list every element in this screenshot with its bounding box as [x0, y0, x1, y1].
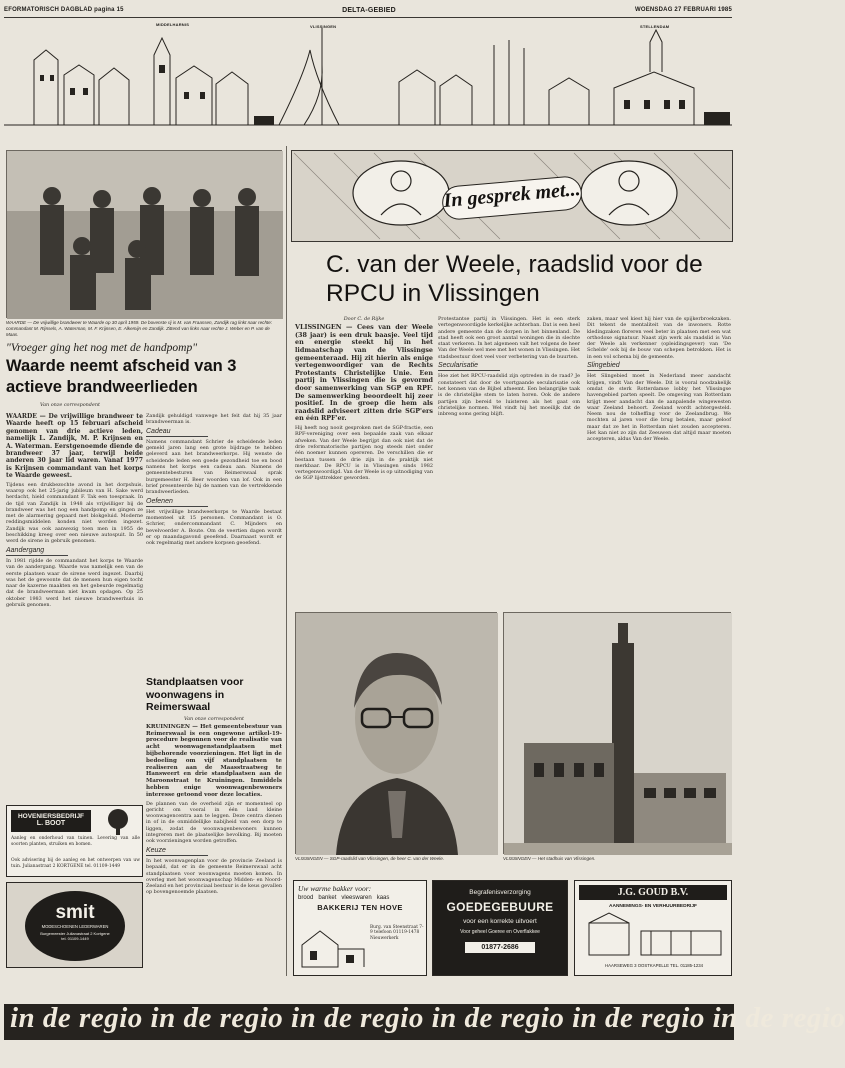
city-hall-caption: VLISSINGEN — Het stadhuis van Vlissingen.: [503, 856, 596, 861]
header-left: EFORMATORISCH DAGBLAD pagina 15: [4, 7, 124, 13]
left-headline: Waarde neemt afscheid van 3 actieve brandweerlieden: [6, 357, 237, 396]
hovenier-logo: [11, 810, 91, 832]
second-lead: KRUININGEN — Het gemeentebestuur van Reimerswaal is een ongewone artikel-19-procedure begonnen voor de realisatie van acht woonwagenstandplaatsen met bijbehorende voorzieningen. Het ligt in de bedoeling om vijf standplaatsen te realiseren aan de Maasstraatweg te Hansweert en drie standplaatsen aan de Maroonstraat te Kruiningen. Inmiddels hebben enige woonwagenbewoners interesse getoond voor deze locaties.: [146, 723, 282, 798]
main-subhead-slingebied: Slingebied: [587, 363, 649, 371]
smit-ad: [6, 882, 143, 968]
city-hall-photo: [503, 612, 731, 854]
region-band: [4, 1002, 845, 1040]
main-col2: [438, 316, 580, 606]
left-sub1-body: In 1981 rijdde de commandant het korps te Waarde van de aandergang. Waarde was namelijk een van de eerste plaatsen waar de sirene werd ingezet. Daarbij was het de gewoonte dat de mensen hun eigen tocht naar de kazerne maakten en het gebeurde regelmatig dat de brandweerman niet kwam opdagen. Op 25 oktober 1983 werd het nieuwe brandweerhuis in gebruik genomen.: [6, 557, 143, 608]
second-body-wrap: [146, 724, 282, 972]
aannemer-address: HAARSEWEG 3 OOSTKAPELLE TEL. 01185-1234: [605, 963, 703, 968]
column-divider: [286, 146, 287, 976]
aannemer-sub: AANNEMINGS- EN VERHUURBEDRIJF: [609, 904, 697, 909]
main-subhead-secularisatie: Secularisatie: [438, 363, 500, 371]
left-kicker: "Vroeger ging het nog met de handpomp": [6, 342, 198, 354]
left-col2-top: Zandijk gehuldigd vanwege het feit dat hij 35 jaar brandweerman is.: [146, 413, 282, 426]
main-col3-body: zaken, maar wel kiest hij hier van de spijkerbroekzaken. Dit tekent de mentaliteit van de inwoners. Rotte kledingzaken floreren veel beter in plaatsen met een wat orthodoxe signatuur. Naast zijn werk als raadslid is Van der Weele als verkenner (opleidingsgever) van 'De Schelde' ook bij de bouw van schepen betrokken. Het is in een vol schema bij de gemeente.: [587, 316, 731, 360]
header-rule: [4, 17, 732, 18]
begrafenis-ad: [432, 880, 568, 976]
main-byline: Door C. de Rijke: [343, 316, 385, 322]
skyline-illustration: [4, 20, 732, 132]
construction-illustration: [581, 913, 727, 959]
main-col2-sub-body: Hoe ziet het RPCU-raadslid zijn optreden in de raad? Je constateert dat door de voortgaande secularisatie ook het kennen van de Bijbel afneemt. Een belangrijke taak is de christelijke stem te laten horen. Ook de andere partijen zijn bereid te luisteren als het gaat om christelijke normen. Wel vindt hij het moeilijk dat de inbreng soms gering blijft.: [438, 373, 580, 418]
smit-address: Burgemeester Julianastraat 2 Kortgene tel. 01109-1449: [40, 931, 110, 941]
main-col1-body: Hij heeft nog nooit gesproken met de SGP-fractie, een RPF-vereniging over een bepaalde zaak van elkaar afweken. Van der Weele begrijpt dan ook niet dat de drie reformatorische partijen nog steeds niet onder één noemer kunnen opereren. De verschillen die er bestaan tussen de drie zijn in de praktijk niet merkbaar. De RPCU is in Vlissingen sinds 1982 vertegenwoordigd. Van der Weele is op uitnodiging van de SGP lijsttrekker geworden.: [295, 425, 433, 482]
second-body: De plannen van de overheid zijn er momenteel op gericht om vooral in één land kleine woonwagencentra aan te leggen. Deze centra dienen in of in de onmiddellijke nabijheid van een dorp te liggen, zodat de woonwagenbewoners kunnen integreren met de plaatselijke bevolking. Bij moeten ook voorzieningen worden getroffen.: [146, 800, 282, 845]
tree-icon: [99, 808, 137, 836]
left-body: Tijdens een drukbezochte avond in het dorpshuis, waarop ook het 25-jarig jubileum van H. Sake werd herdacht, hield commandant F. Tak een toespraak. In de tijd van Zandijk in 1948 als vrijwilliger bij de brandweer was het nog een handpomp en gingen ze met de alarmering gepaard met blokgeluid. Moderne reddingsmiddelen konden niet worden ingezet. Zandijk was ook aanwezig toen men in 1955 de beschikking kreeg over een nieuwe autospuit. In 50 werd de sirene in gebruik genomen.: [6, 481, 143, 545]
smit-name: smit: [55, 902, 95, 923]
section-title: DELTA-GEBIED: [342, 7, 396, 14]
skyline-label-a: MIDDELHARNIS: [156, 22, 190, 27]
left-lead: WAARDE — De vrijwillige brandweer te Waarde heeft op 15 februari afscheid genomen van drie actieve leden, namelijk L. Zandijk, M. P. Krijnsen en A. Waterman. Eerstgenoemde diende de brandweer 37 jaar, terwijl beide anderen 30 jaar lid waren. Vanaf 1977 is Krijnsen commandant van het korps te Waarde geweest.: [6, 413, 143, 480]
begrafenis-slogan: voor een korrekte uitvoert: [463, 918, 537, 925]
begrafenis-title: Begrafenisverzorging: [469, 889, 531, 896]
header-date: WOENSDAG 27 FEBRUARI 1985: [634, 7, 732, 13]
second-sub-body: In het woonwagenplan voor de provincie Zeeland is bepaald, dat er in de gemeente Reimerswaal acht standplaatsen voor woonwagens moeten komen. In overleg met het woonwagenschap Midden- en Noord-Zeeland en het provinciaal bestuur is de keus gevallen op bovengenoemde plaatsen.: [146, 857, 282, 896]
firemen-photo-caption: WAARDE — De vrijwillige brandweer te Waarde op 30 april 1959. De bovenste rij is M. van Fraassen, Zandijk rag linkt naar rechte: commandant M. Rijnsels, A. Waterman, M. F. Krijnsen, E. Alkemijn en Zandijk. Zittend van links naar rechte J. Weber en P. van de Maas.: [6, 320, 273, 337]
smit-logo: [25, 891, 125, 961]
main-col1: [295, 316, 433, 618]
begrafenis-name: GOEDEGEBUURE: [446, 900, 554, 914]
second-subhead: Keuze: [146, 848, 208, 856]
main-headline: C. van der Weele, raadslid voor de RPCU in Vlissingen: [326, 251, 703, 307]
hovenier-owner: L. BOOT: [36, 820, 66, 827]
portrait-photo: [295, 612, 497, 854]
second-byline: Van onze correspondent: [184, 715, 244, 722]
bakker-name: BAKKERIJ TEN HOVE: [317, 903, 403, 912]
begrafenis-area: Voor geheel Goeree en Overflakkee: [460, 929, 540, 935]
smit-sub: MODESCHOENEN LEDERWAREN: [41, 924, 109, 929]
bakery-illustration: [298, 923, 368, 969]
hovenier-name: HOVENIERSBEDRIJF: [17, 813, 85, 820]
skyline-label-b: VLISSINGEN: [310, 24, 337, 29]
main-col3-sub-body: Het Slingebied moet in Nederland meer aandacht krijgen, vindt Van der Weele. Dit is vooral noodzakelijk omdat de sterk Rotterdamse lobby het Vlissingse havengebied parten speelt. De omgeving van Rotterdam krijgt meer aandacht dan de aanpalende wingewesten waar Zeeland behoort. Zeeland wordt achtergesteld. Neem nou de tolheffing voor de Zeelandbrug. We mochten al jaren voor die brug betalen, maar geloof maar dat ze het in Rotterdam niet zouden accepteren. Het kan niet zo zijn dat Zeeuwen dat altijd maar moeten accepteren, aldus Van der Weele.: [587, 373, 731, 443]
left-byline: Van onze correspondent: [40, 402, 100, 408]
begrafenis-phone: 01877-2686: [465, 942, 535, 953]
main-col2-body: Protestantse partij in Vlissingen. Het is een sterk vertegenwoordigde kerkelijke achterban. Dat is een heel andere gemeente dan de dorpen in het binnenland. De stad heeft ook een groot aantal woningen die in slechte staat verkeren. In het algemeen valt het volgens de heer Van der Weele wel mee met het wonen in Vlissingen. Het stadsbestuur doet veel voor verbetering van de buurten.: [438, 316, 580, 360]
second-headline: Standplaatsen voor woonwagens in Reimerswaal: [146, 676, 244, 713]
banner-title: In gesprek met...: [442, 178, 582, 212]
second-article: [146, 676, 282, 976]
portrait-caption: VLISSINGEN — SGP-raadslid van Vlissingen, de heer C. van der Weele.: [295, 856, 445, 861]
bakker-items: brood banket vleeswaren kaas: [298, 895, 390, 901]
aannemer-ad: [574, 880, 732, 976]
left-subhead-2: Cadeau: [146, 429, 208, 437]
bakker-ad: [293, 880, 427, 976]
main-lead: VLISSINGEN — Cees van der Weele (38 jaar) is een druk baasje. Veel tijd en energie steekt hij in het lidmaatschap van de Vlissingse gemeenteraad. Hij zit hierin als enige vertegenwoordiger van de Rechts Protestants Christelijke Unie. Een partij in Vlissingen die is gevormd door samenwerking van SGP en RPF. De samenwerking beoordeelt hij zeer positief. In de groep die hem als raadslid adviseert zitten drie SGP'ers en één RPF'er.: [295, 323, 433, 423]
feature-banner: [291, 150, 733, 242]
bakker-address: Burg. van Steenstraat 7-9 telefoon 01119-1478 Nieuwerkerk: [370, 925, 424, 941]
left-sub2-body: Namens commandant Schrier de scheidende leden gemeld jaren lang een grote bijdrage te hebben geleverd aan het brandweerkorps. Hij wenste de scheidende leden een goede gezondheid toe en bood namens het korps een cadeau aan. Namens de gemeentebesturen van Reimerswaal sprak burgemeester H. Beer woorden van lof. Ook in een brief presenteerde hij de namen van de vertrekkende brandweerlieden.: [146, 438, 282, 496]
firemen-photo: [6, 150, 282, 318]
left-subhead-1: Aandergang: [6, 548, 68, 556]
bakker-slogan: Uw warme bakker voor:: [298, 884, 372, 893]
hovenier-address: Ook advisering bij de aanleg en het ontwerpen van uw tuin. Julianastraat 2 KORTGENE tel. 01109-1449: [11, 858, 140, 869]
skyline-label-c: STELLENDAM: [640, 24, 670, 29]
aannemer-name: J.G. GOUD B.V.: [579, 885, 727, 900]
left-article-col1: [6, 413, 143, 799]
main-col3: [587, 316, 731, 606]
left-subhead-3: Oefenen: [146, 499, 208, 507]
hovenier-ad: [6, 805, 143, 877]
left-article-col2: [146, 413, 282, 671]
left-sub3-body: Het vrijwillige brandweerkorps te Waarde bestaat momenteel uit 15 personen. Commandant is O. Schrier, ondercommandant C. Mijnders en bevelvoerder A. Boute. Om de veertien dagen wordt er op maandagavond geoefend. Daarnaast wordt er ook regelmatig met andere korpsen geoefend.: [146, 508, 282, 547]
region-band-text: in de regio in de regio in de regio in de regio in de regio in de regio: [10, 1002, 845, 1034]
hovenier-text: Aanleg en onderhoud van tuinen. Levering van alle soorten planten, struiken en bomen.: [11, 836, 140, 847]
